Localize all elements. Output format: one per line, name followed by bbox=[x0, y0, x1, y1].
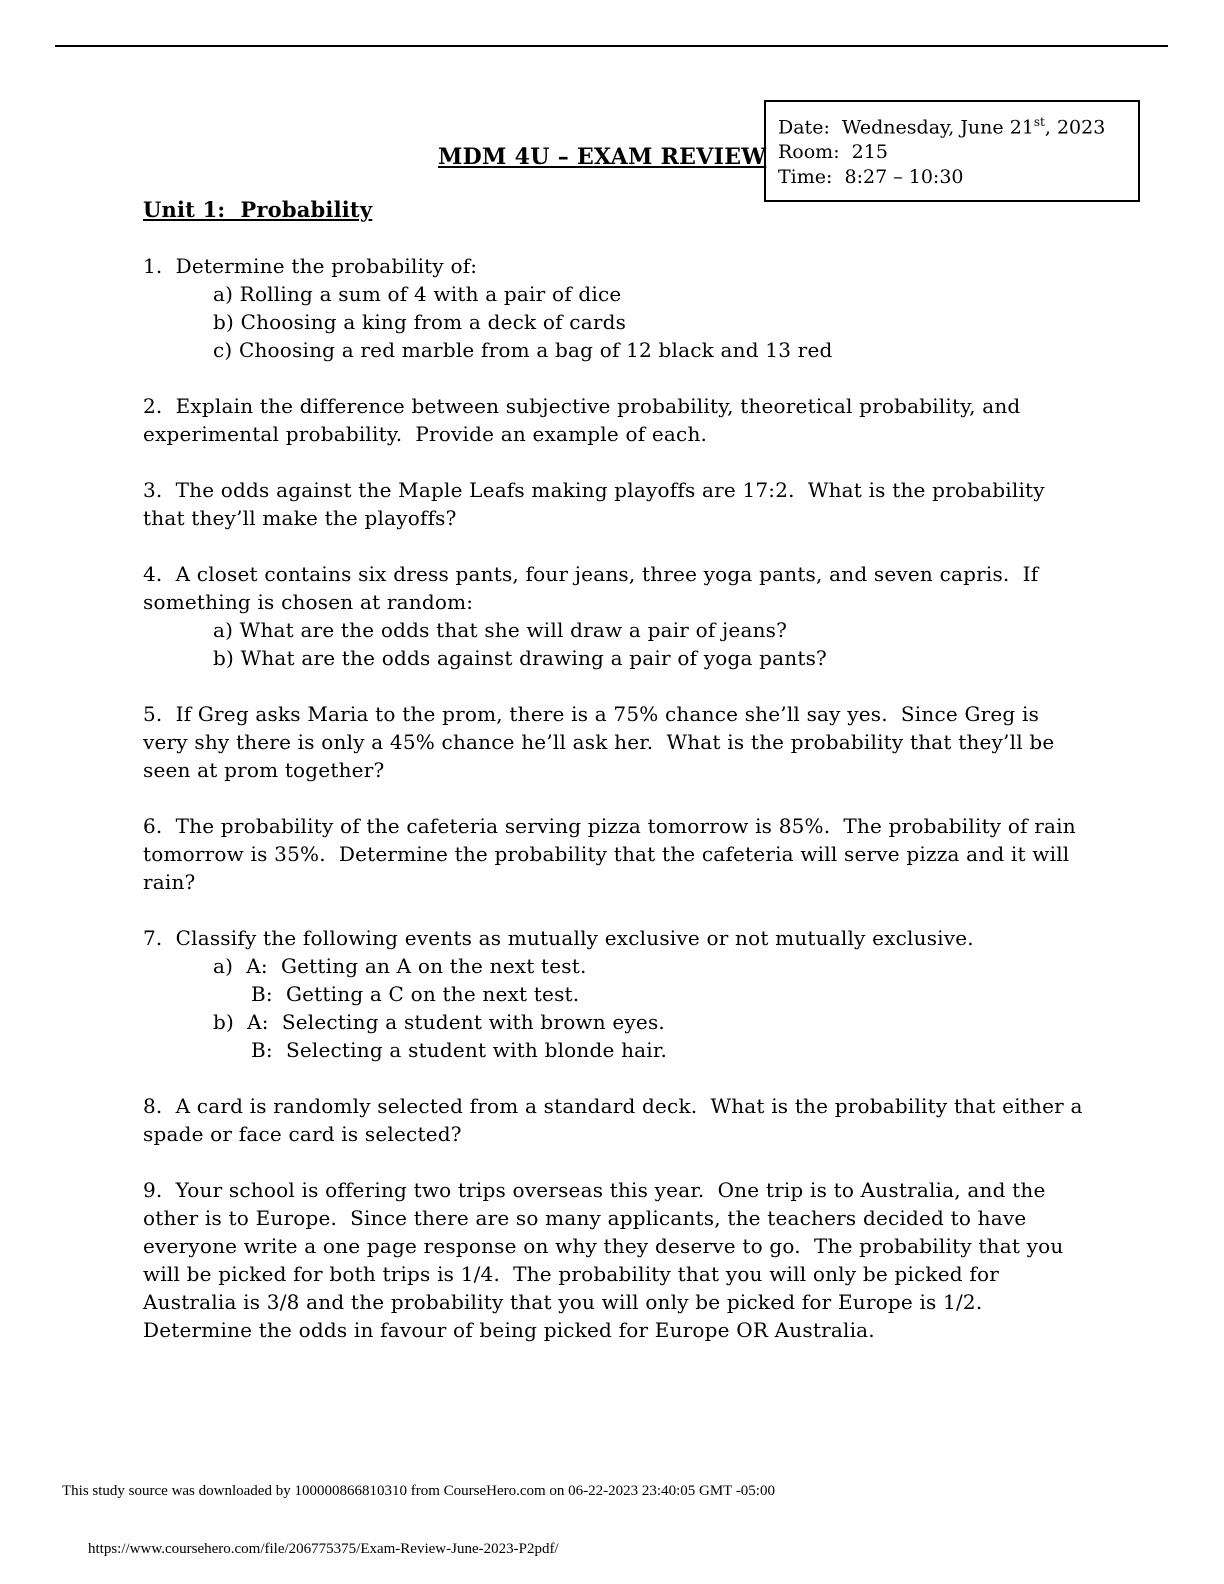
question-text: 3. The odds against the Maple Leafs making playoffs are 17:2. What is the probability that they’ll make the playoffs? bbox=[143, 478, 1052, 530]
question-text: 9. Your school is offering two trips overseas this year. One trip is to Australia, and the other is to Europe. Since there are so many applicants, the teachers decided to have everyone write a one page response on why they deserve to go. The probability that you will be picked for both trips is 1/4. The probability that you will only be picked for Australia is 3/8 and the probability that you will only be picked for Europe is 1/2. Determine the odds in favour of being picked for Europe OR Australia. bbox=[143, 1178, 1070, 1342]
exam-date-year: , 2023 bbox=[1044, 116, 1106, 139]
question-subitem: a) Rolling a sum of 4 with a pair of dice bbox=[213, 282, 622, 306]
page-title: MDM 4U – EXAM REVIEW bbox=[438, 144, 767, 170]
question-4 bbox=[143, 560, 1088, 672]
top-rule bbox=[55, 45, 1168, 47]
download-attribution: This study source was downloaded by 100000866810310 from CourseHero.com on 06-22-2023 23:40:05 GMT -05:00 bbox=[62, 1483, 775, 1499]
question-subitem: b) Choosing a king from a deck of cards bbox=[213, 310, 627, 334]
question-8 bbox=[143, 1092, 1088, 1148]
document-body bbox=[143, 196, 1088, 1372]
question-subitem: b) What are the odds against drawing a pair of yoga pants? bbox=[213, 646, 827, 670]
question-text: 5. If Greg asks Maria to the prom, there is a 75% chance she’ll say yes. Since Greg is very shy there is only a 45% chance he’ll ask her. What is the probability that they’ll be seen at prom together? bbox=[143, 702, 1061, 782]
question-text: 4. A closet contains six dress pants, four jeans, three yoga pants, and seven capris. If something is chosen at random: bbox=[143, 562, 1045, 614]
question-2 bbox=[143, 392, 1088, 448]
question-subitem: a) A: Getting an A on the next test. bbox=[213, 954, 587, 978]
exam-date bbox=[778, 110, 1128, 140]
question-text: 6. The probability of the cafeteria serving pizza tomorrow is 85%. The probability of rain tomorrow is 35%. Determine the probability that the cafeteria will serve pizza and it will rain? bbox=[143, 814, 1083, 894]
question-subitem: b) A: Selecting a student with brown eyes. bbox=[213, 1010, 665, 1034]
question-7 bbox=[143, 924, 1088, 1064]
question-subitem: c) Choosing a red marble from a bag of 12 black and 13 red bbox=[213, 338, 833, 362]
source-url-link[interactable]: https://www.coursehero.com/file/206775375/Exam-Review-June-2023-P2pdf/ bbox=[88, 1541, 559, 1557]
date-ordinal-superscript: st bbox=[1033, 115, 1045, 129]
question-text: 1. Determine the probability of: bbox=[143, 254, 478, 278]
question-text: 2. Explain the difference between subjective probability, theoretical probability, and experimental probability. Provide an example of each. bbox=[143, 394, 1027, 446]
question-1 bbox=[143, 252, 1088, 364]
question-9 bbox=[143, 1176, 1088, 1344]
exam-room: Room: 215 bbox=[778, 141, 888, 164]
exam-time: Time: 8:27 – 10:30 bbox=[778, 166, 964, 189]
question-text: 7. Classify the following events as mutually exclusive or not mutually exclusive. bbox=[143, 926, 974, 950]
question-6 bbox=[143, 812, 1088, 896]
question-text: 8. A card is randomly selected from a standard deck. What is the probability that either a spade or face card is selected? bbox=[143, 1094, 1090, 1146]
question-5 bbox=[143, 700, 1088, 784]
question-subitem: B: Selecting a student with blonde hair. bbox=[251, 1038, 668, 1062]
exam-date-text: Date: Wednesday, June 21 bbox=[778, 116, 1034, 139]
question-subitem: a) What are the odds that she will draw a pair of jeans? bbox=[213, 618, 788, 642]
exam-info-box bbox=[764, 100, 1140, 202]
unit-heading: Unit 1: Probability bbox=[143, 197, 373, 222]
question-3 bbox=[143, 476, 1088, 532]
question-subitem: B: Getting a C on the next test. bbox=[251, 982, 580, 1006]
